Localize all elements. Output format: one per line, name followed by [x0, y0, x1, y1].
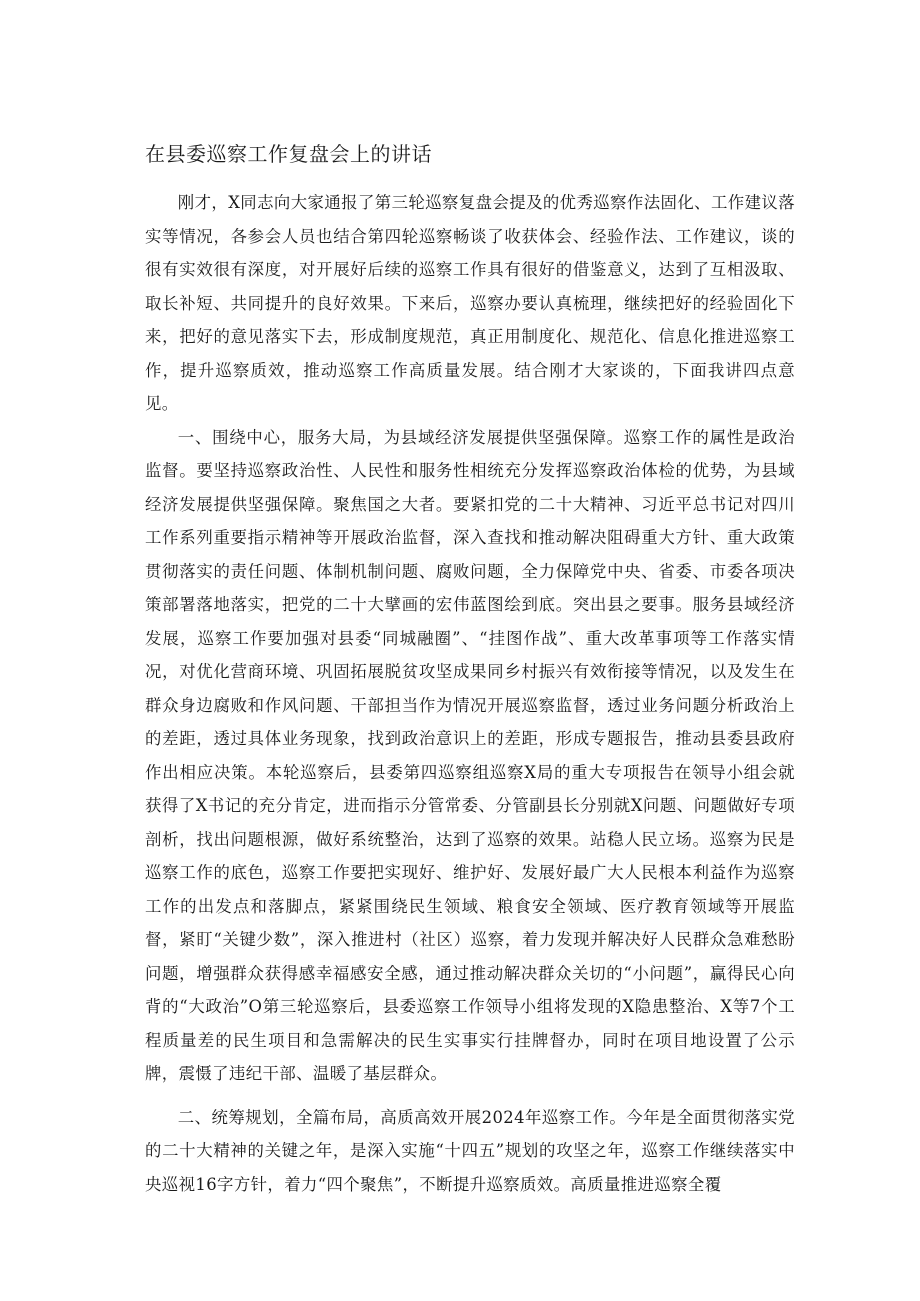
paragraph-section-one: 一、围绕中心，服务大局，为县域经济发展提供坚强保障。巡察工作的属性是政治监督。要坚持巡察政治性、人民性和服务性相统充分发挥巡察政治体检的优势，为县域经济发展提供坚强保障。聚焦国之大者。要紧扣党的二十大精神、习近平总书记对四川工作系列重要指示精神等开展政治监督，深入查找和推动解决阻碍重大方针、重大政策贯彻落实的责任问题、体制机制问题、腐败问题，全力保障党中央、省委、市委各项决策部署落地落实，把党的二十大擘画的宏伟蓝图绘到底。突出县之要事。服务县域经济发展，巡察工作要加强对县委“同城融圈”、“挂图作战”、重大改革事项等工作落实情况，对优化营商环境、巩固拓展脱贫攻坚成果同乡村振兴有效衔接等情况，以及发生在群众身边腐败和作风问题、干部担当作为情况开展巡察监督，透过业务问题分析政治上的差距，透过具体业务现象，找到政治意识上的差距，形成专题报告，推动县委县政府作出相应决策。本轮巡察后，县委第四巡察组巡察X局的重大专项报告在领导小组会就获得了X书记的充分肯定，进而指示分管常委、分管副县长分别就X问题、问题做好专项剖析，找出问题根源，做好系统整治，达到了巡察的效果。站稳人民立场。巡察为民是巡察工作的底色，巡察工作要把实现好、维护好、发展好最广大人民根本利益作为巡察工作的出发点和落脚点，紧紧围绕民生领域、粮食安全领域、医疗教育领域等开展监督，紧盯“关键少数”，深入推进村（社区）巡察，着力发现并解决好人民群众急难愁盼问题，增强群众获得感幸福感安全感，通过推动解决群众关切的“小问题”，赢得民心向背的“大政治”O第三轮巡察后，县委巡察工作领导小组将发现的X隐患整治、X等7个工程质量差的民生项目和急需解决的民生实事实行挂牌督办，同时在项目地设置了公示牌，震慑了违纪干部、温暖了基层群众。 — [145, 427, 795, 1083]
paragraph-opening: 刚才，X同志向大家通报了第三轮巡察复盘会提及的优秀巡察作法固化、工作建议落实等情况，各参会人员也结合第四轮巡察畅谈了收获体会、经验作法、工作建议，谈的很有实效很有深度，对开展好后续的巡察工作具有很好的借鉴意义，达到了互相汲取、取长补短、共同提升的良好效果。下来后，巡察办要认真梳理，继续把好的经验固化下来，把好的意见落实下去，形成制度规范，真正用制度化、规范化、信息化推进巡察工作，提升巡察质效，推动巡察工作高质量发展。结合刚才大家谈的，下面我讲四点意见。 — [145, 193, 795, 413]
document-title: 在县委巡察工作复盘会上的讲话 — [145, 142, 432, 166]
document-page — [145, 140, 795, 1201]
paragraph-section-two: 二、统筹规划，全篇布局，高质高效开展2024年巡察工作。今年是全面贯彻落实党的二十大精神的关键之年，是深入实施“十四五”规划的攻坚之年，巡察工作继续落实中央巡视16字方针，着力“四个聚焦”，不断提升巡察质效。高质量推进巡察全覆 — [145, 1107, 795, 1194]
